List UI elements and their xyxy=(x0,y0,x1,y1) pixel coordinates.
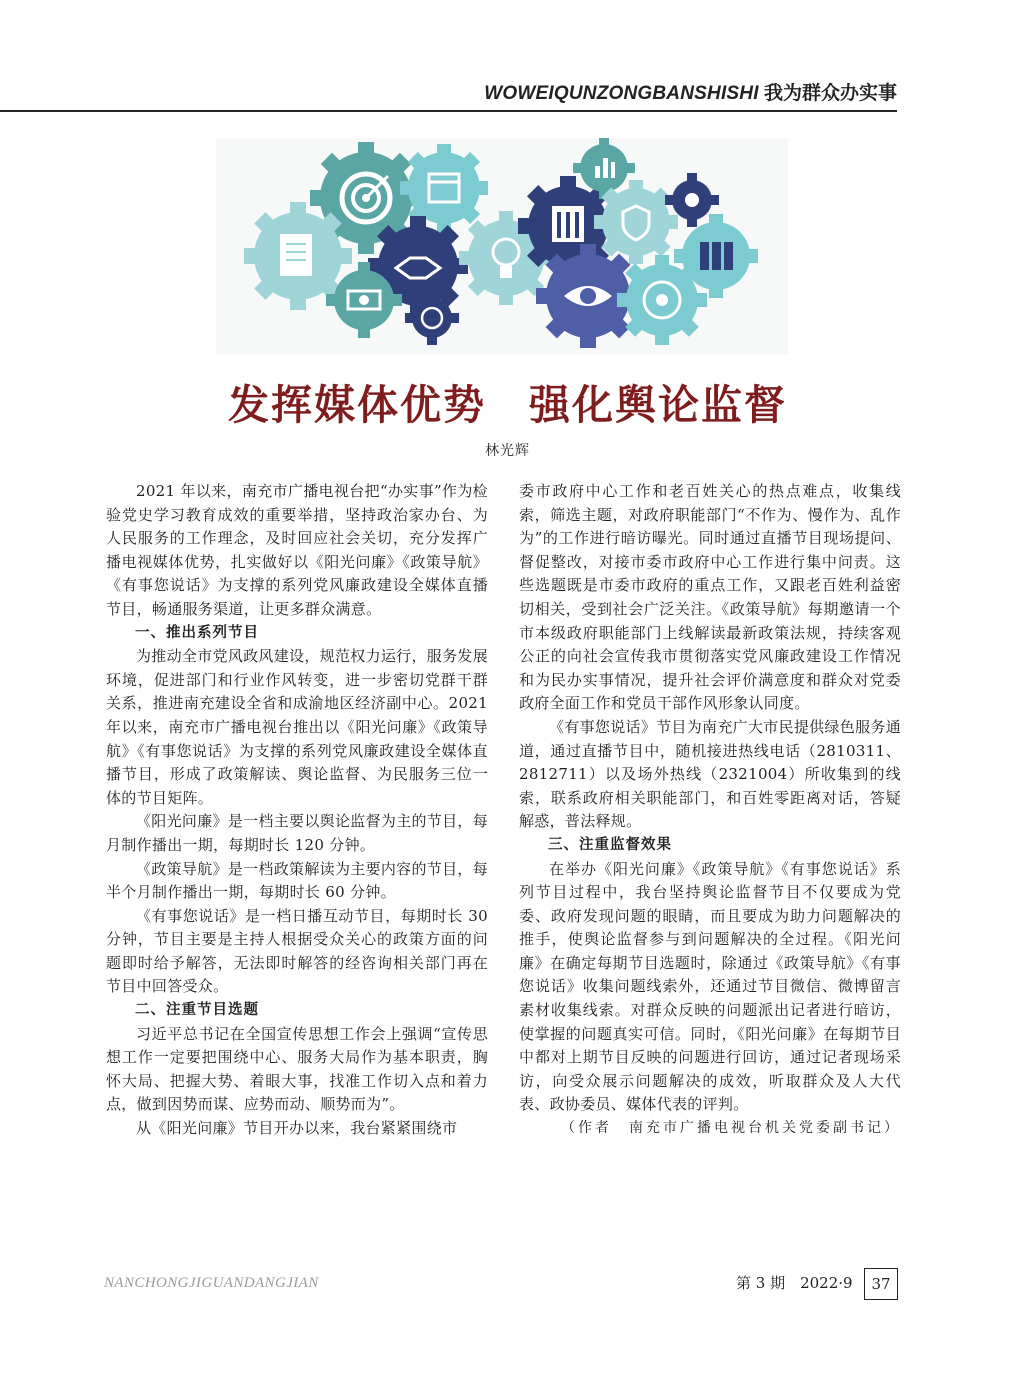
paragraph: 为推动全市党风政风建设，规范权力运行，服务发展环境，促进部门和行业作风转变，进一步密切党群干群关系，推进南充建设全省和成渝地区经济副中心。2021 年以来，南充市广播电视台推出以《阳光问廉》《政策导航》《有事您说话》为支撑的系列党风廉政建设全媒体直播节目，形成了政策解读、舆论监督、为民服务三位一体的节目矩阵。 xyxy=(106,647,488,807)
header-divider xyxy=(0,110,897,112)
paragraph: 《有事您说话》节目为南充广大市民提供绿色服务通道，通过直播节目中，随机接进热线电话（2810311、2812711）以及场外热线（2321004）所收集到的线索，联系政府相关职能部门，和百姓零距离对话，答疑解惑，普法释规。 xyxy=(519,717,901,831)
paragraph-continued: 委市政府中心工作和老百姓关心的热点难点，收集线索，筛选主题，对政府职能部门“不作为、慢作为、乱作为”的工作进行暗访曝光。同时通过直播节目现场提问、督促整改，对接市委市政府中心工作进行集中问责。这些选题既是市委市政府的重点工作，又跟老百姓利益密切相关，受到社会广泛关注。《政策导航》每期邀请一个市本级政府职能部门上线解读最新政策法规，持续客观公正的向社会宣传我市贯彻落实党风廉政建设工作情况和为民办实事情况，提升社会评价满意度和群众对党委政府全面工作和党员干部作风形象认同度。 xyxy=(519,482,901,713)
paragraph: 习近平总书记在全国宣传思想工作会上强调“宣传思想工作一定要把围绕中心、服务大局作为基本职责，胸怀大局、把握大势、着眼大事，找准工作切入点和着力点，做到因势而谋、应势而动、顺势而为”。 xyxy=(106,1024,488,1114)
left-column xyxy=(106,480,488,1141)
column-name-chinese: 我为群众办实事 xyxy=(763,83,897,104)
section-heading: 三、注重监督效果 xyxy=(548,836,672,853)
section-heading: 二、注重节目选题 xyxy=(135,1002,259,1019)
right-column xyxy=(519,480,901,1141)
globe-gear-icon xyxy=(617,255,707,345)
issue-info: 第 3 期 2022·9 xyxy=(736,1274,853,1292)
column-name xyxy=(484,78,897,105)
running-header xyxy=(0,74,897,106)
shield-gear-icon xyxy=(594,180,678,264)
article-author: 林光辉 xyxy=(485,443,530,459)
paragraph: 《阳光问廉》是一档主要以舆论监督为主的节目，每月制作播出一期，每期时长 120 分钟。 xyxy=(106,812,488,854)
journal-name: NANCHONGJIGUANDANGJIAN xyxy=(104,1275,319,1291)
paragraph: 从《阳光问廉》节目开办以来，我台紧紧围绕市 xyxy=(136,1119,458,1138)
author-byline: （作者 南充市广播电视台机关党委副书记） xyxy=(561,1120,901,1137)
article-title: 发挥媒体优势 强化舆论监督 xyxy=(228,381,787,429)
paragraph: 在举办《阳光问廉》《政策导航》《有事您说话》系列节目过程中，我台坚持舆论监督节目不仅要成为党委、政府发现问题的眼睛，而且要成为助力问题解决的推手，使舆论监督参与到问题解决的全过程。《阳光问廉》在确定每期节目选题时，除通过《政策导航》《有事您说话》收集问题线索外，还通过节目微信、微博留言素材收集线索。对群众反映的问题派出记者进行暗访，使掌握的问题真实可信。同时，《阳光问廉》在每期节目中都对上期节目反映的问题进行回访，通过记者现场采访，向受众展示问题解决的成效，听取群众及人大代表、政协委员、媒体代表的评判。 xyxy=(519,859,901,1114)
hero-illustration xyxy=(216,138,788,354)
paragraph: 《政策导航》是一档政策解读为主要内容的节目，每半个月制作播出一期，每期时长 60 分钟。 xyxy=(106,859,488,902)
gears-illustration-svg xyxy=(216,138,788,354)
page-number: 37 xyxy=(864,1268,898,1300)
section-heading: 一、推出系列节目 xyxy=(135,624,259,641)
column-name-latin: WOWEIQUNZONGBANSHISHI xyxy=(484,83,759,104)
paragraph: 2021 年以来，南充市广播电视台把“办实事”作为检验党史学习教育成效的重要举措，坚持政治家办台、为人民服务的工作理念，及时回应社会关切，充分发挥广播电视媒体优势，扎实做好以《阳光问廉》《政策导航》《有事您说话》为支撑的系列党风廉政建设全媒体直播节目，畅通服务渠道，让更多群众满意。 xyxy=(106,482,488,618)
paragraph: 《有事您说话》是一档日播互动节目，每期时长 30 分钟，节目主要是主持人根据受众关心的政策方面的问题即时给予解答，无法即时解答的经咨询相关部门再在节目中回答受众。 xyxy=(106,906,488,996)
